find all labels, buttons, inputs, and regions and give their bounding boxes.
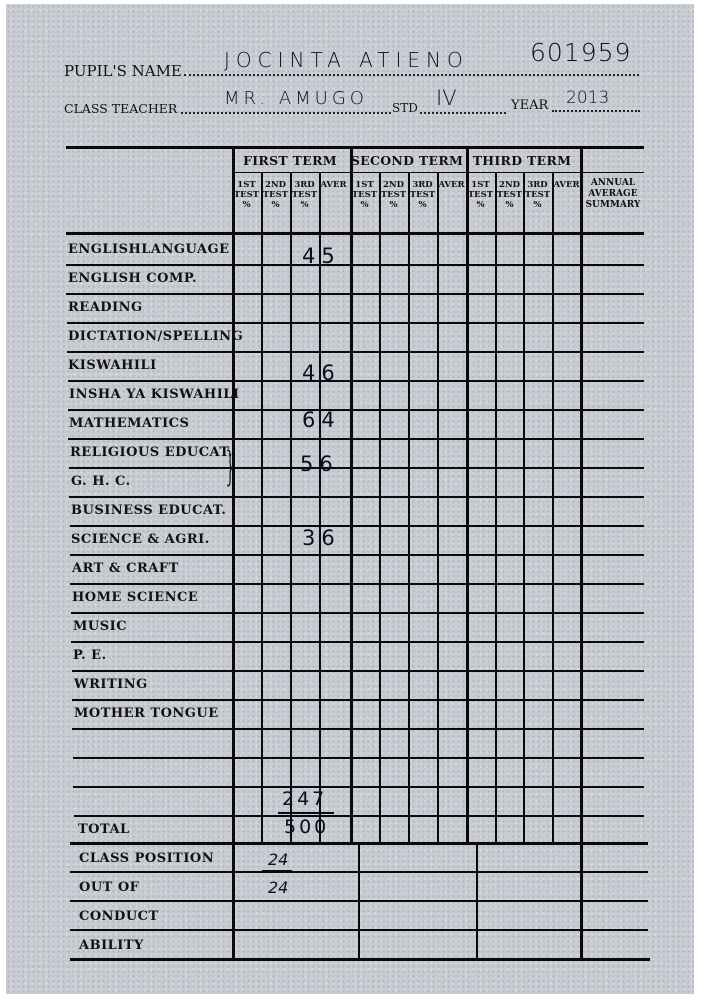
score-insha-ya-kiswahili: 46 bbox=[302, 361, 341, 385]
subject-label: ART & CRAFT bbox=[72, 561, 179, 576]
subject-label: MUSIC bbox=[73, 619, 128, 634]
term-header-second: SECOND TERM bbox=[350, 153, 464, 168]
sub-column-header: AVER bbox=[438, 180, 465, 190]
subject-label: RELIGIOUS EDUCAT. bbox=[70, 445, 233, 460]
year-line bbox=[552, 110, 640, 112]
subject-label: HOME SCIENCE bbox=[72, 590, 199, 605]
sub-column-header: 1ST TEST % bbox=[467, 180, 494, 210]
score-ghc: 56 bbox=[300, 452, 339, 476]
row-rule bbox=[66, 264, 644, 266]
pupil-name-value: JOCINTA ATIENO bbox=[224, 48, 469, 72]
std-label: STD bbox=[392, 101, 418, 115]
sub-col-divider bbox=[290, 172, 292, 842]
score-english-language: 45 bbox=[302, 244, 341, 268]
subject-label: P. E. bbox=[73, 648, 107, 663]
total-label: TOTAL bbox=[78, 822, 130, 837]
subject-label: WRITING bbox=[74, 677, 148, 692]
subject-label: ENGLISH COMP. bbox=[68, 271, 198, 286]
term-header-third: THIRD TERM bbox=[472, 153, 572, 168]
class-teacher-value: MR. AMUGO bbox=[224, 88, 368, 109]
sub-column-header: 1ST TEST % bbox=[233, 180, 260, 210]
row-rule bbox=[70, 583, 644, 585]
sub-col-divider bbox=[523, 172, 525, 842]
subject-label: SCIENCE & AGRI. bbox=[71, 532, 210, 547]
header-bottom-rule bbox=[66, 232, 644, 235]
row-rule bbox=[73, 786, 644, 788]
sub-column-header: 1ST TEST % bbox=[351, 180, 378, 210]
row-rule bbox=[74, 815, 644, 817]
out-of-label: OUT OF bbox=[79, 880, 140, 895]
col-divider-term2 bbox=[466, 146, 469, 842]
row-rule bbox=[73, 757, 644, 759]
class-position-value: 24 bbox=[268, 850, 289, 869]
sub-column-header: 3RD TEST % bbox=[409, 180, 436, 210]
annual-average-summary-header: ANNUAL AVERAGE SUMMARY bbox=[585, 178, 641, 210]
row-rule bbox=[66, 293, 644, 295]
col-divider-subject bbox=[232, 146, 235, 958]
sub-column-header: 3RD TEST % bbox=[291, 180, 318, 210]
conduct-label: CONDUCT bbox=[79, 909, 159, 924]
class-position-label: CLASS POSITION bbox=[79, 851, 215, 866]
term-header-first: FIRST TERM bbox=[243, 153, 337, 168]
year-value: 2013 bbox=[566, 88, 610, 108]
score-mathematics: 64 bbox=[302, 408, 341, 432]
brace-mark: } bbox=[223, 444, 239, 490]
sub-column-header: 3RD TEST % bbox=[524, 180, 551, 210]
sub-col-divider bbox=[408, 172, 410, 842]
class-position-underline bbox=[262, 870, 292, 871]
subject-label: G. H. C. bbox=[71, 474, 131, 489]
score-science-agri: 36 bbox=[302, 526, 341, 550]
row-rule bbox=[68, 409, 644, 411]
row-rule bbox=[68, 380, 644, 382]
row-rule bbox=[71, 612, 644, 614]
subject-label: ENGLISHLANGUAGE bbox=[68, 242, 230, 257]
sub-col-divider bbox=[552, 172, 554, 842]
total-fraction-bar bbox=[278, 812, 334, 814]
std-value: IV bbox=[436, 86, 457, 110]
row-rule bbox=[72, 728, 644, 730]
row-rule bbox=[71, 641, 644, 643]
sub-column-header: 2ND TEST % bbox=[496, 180, 523, 210]
sub-col-divider bbox=[261, 172, 263, 842]
sub-col-divider bbox=[319, 172, 321, 842]
sub-col-divider bbox=[437, 172, 439, 842]
sub-column-header: AVER bbox=[320, 180, 347, 190]
total-out-of: 500 bbox=[284, 816, 330, 838]
sub-column-header: 2ND TEST % bbox=[262, 180, 289, 210]
subject-label: MOTHER TONGUE bbox=[74, 706, 219, 721]
row-rule bbox=[70, 554, 644, 556]
row-rule bbox=[72, 699, 644, 701]
table-bottom-rule bbox=[70, 958, 650, 961]
class-teacher-label: CLASS TEACHER bbox=[64, 101, 178, 116]
col-divider-term1 bbox=[350, 146, 353, 842]
footer-divider bbox=[476, 842, 478, 958]
sub-column-header: AVER bbox=[553, 180, 580, 190]
subject-label: READING bbox=[68, 300, 143, 315]
subject-label: MATHEMATICS bbox=[69, 416, 190, 431]
pupil-name-label: PUPIL'S NAME bbox=[64, 62, 182, 80]
ability-label: ABILITY bbox=[79, 938, 144, 953]
report-card-sheet bbox=[6, 4, 694, 994]
subject-label: KISWAHILI bbox=[68, 358, 157, 373]
footer-divider bbox=[358, 842, 360, 958]
sub-col-divider bbox=[379, 172, 381, 842]
row-rule bbox=[69, 467, 644, 469]
row-rule bbox=[70, 525, 644, 527]
total-score: 247 bbox=[282, 788, 328, 810]
row-rule bbox=[68, 438, 644, 440]
admission-number: 601959 bbox=[530, 38, 632, 67]
subject-label: INSHA YA KISWAHILI bbox=[69, 387, 240, 402]
table-top-rule bbox=[66, 146, 644, 149]
subject-label: BUSINESS EDUCAT. bbox=[71, 503, 227, 518]
class-teacher-line bbox=[181, 112, 391, 114]
row-rule bbox=[67, 322, 644, 324]
pupil-name-line bbox=[184, 74, 639, 76]
row-rule bbox=[72, 670, 644, 672]
out-of-value: 24 bbox=[268, 878, 289, 897]
sub-col-divider bbox=[495, 172, 497, 842]
sub-column-header: 2ND TEST % bbox=[380, 180, 407, 210]
std-line bbox=[420, 112, 506, 114]
row-rule bbox=[67, 351, 644, 353]
col-divider-term3 bbox=[580, 146, 583, 958]
year-label: YEAR bbox=[511, 98, 549, 113]
subject-label: DICTATION/SPELLING bbox=[68, 329, 244, 344]
row-rule bbox=[69, 496, 644, 498]
